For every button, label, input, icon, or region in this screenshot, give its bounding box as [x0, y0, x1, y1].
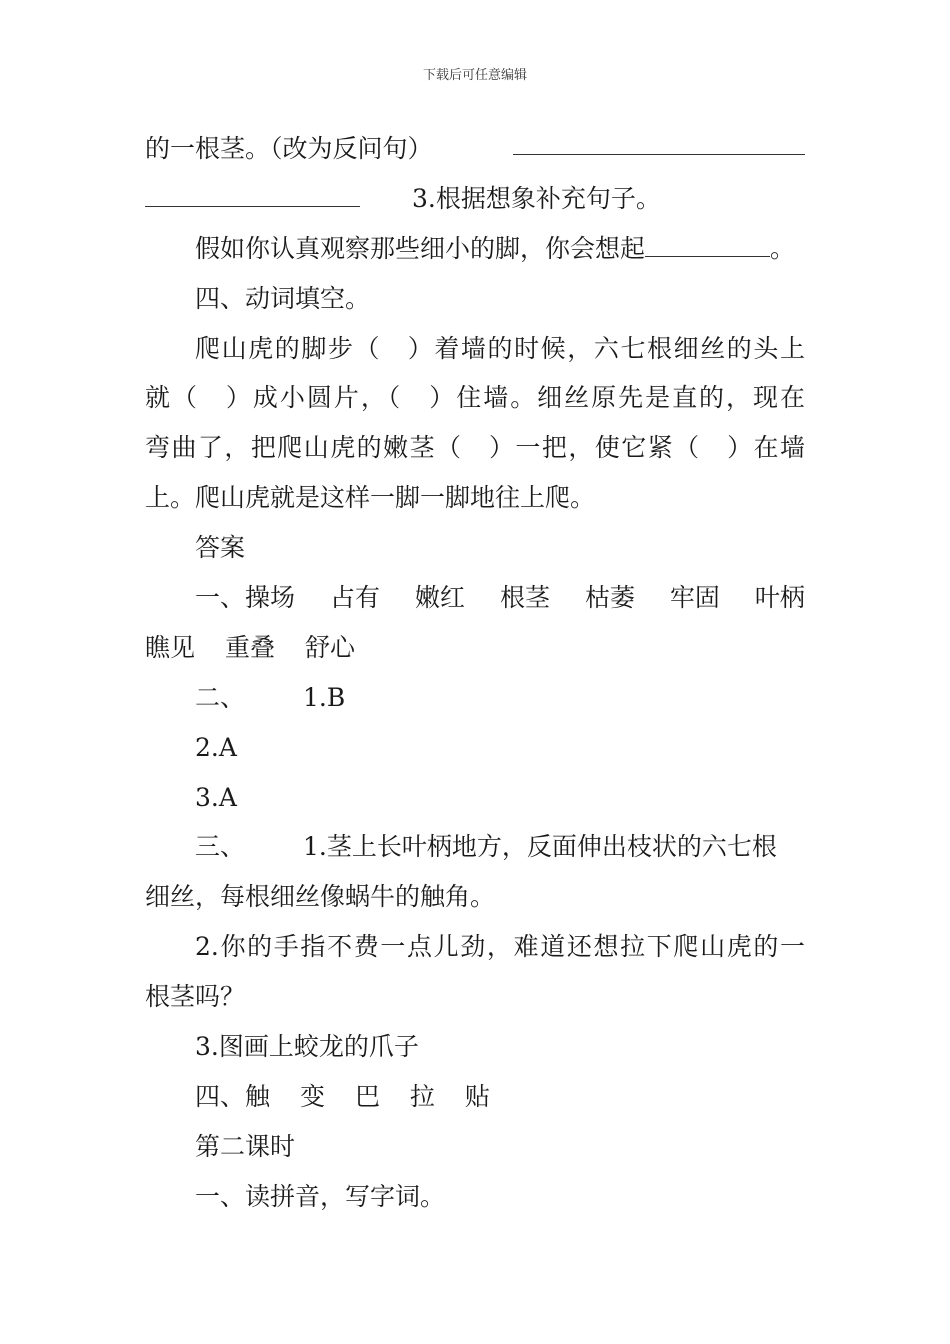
answer-word: 一、操场 [195, 583, 296, 612]
text-segment: 的一根茎。（改为反问句） [145, 134, 433, 163]
answer-word: 巴 [354, 1082, 380, 1111]
answer-word: 占有 [329, 583, 380, 612]
text-segment: 假如你认真观察那些细小的脚，你会想起 [195, 234, 646, 263]
answer-words-row [195, 1082, 805, 1112]
answer-word: 瞧见 [145, 633, 196, 662]
answer-blank[interactable] [145, 186, 360, 207]
answer-words-row [195, 583, 805, 613]
answer-word: 变 [299, 1082, 325, 1111]
answer-blank[interactable] [513, 134, 805, 155]
answer-line: 3.图画上蛟龙的爪子 [195, 1032, 419, 1061]
text-segment: 3.根据想象补充句子。 [412, 184, 661, 213]
section-heading: 一、读拼音，写字词。 [195, 1182, 446, 1211]
answer-line: 根茎吗？ [145, 982, 246, 1011]
answer-line [195, 683, 805, 713]
answer-item: 2.A [195, 733, 237, 762]
answer-word: 舒心 [304, 633, 355, 662]
text-line [145, 134, 805, 164]
section-heading: 四、动词填空。 [195, 284, 371, 313]
answer-words-row [145, 633, 805, 663]
answer-word: 根茎 [499, 583, 550, 612]
answer-word: 重叠 [224, 633, 275, 662]
answer-label: 二、 [195, 683, 246, 712]
answer-word: 枯萎 [584, 583, 635, 612]
answer-word: 叶柄 [754, 583, 805, 612]
page-header: 下载后可任意编辑 [422, 68, 527, 83]
answer-item: 1.B [302, 683, 346, 712]
text-line [195, 234, 805, 264]
answer-line [195, 832, 805, 862]
paragraph-line: 弯曲了，把爬山虎的嫩茎（ ）一把，使它紧（ ）在墙 [145, 433, 805, 462]
answer-word: 嫩红 [414, 583, 465, 612]
answer-item: 3.A [195, 783, 237, 812]
answer-item: 1.茎上长叶柄地方，反面伸出枝状的六七根 [302, 832, 777, 861]
answer-label: 三、 [195, 832, 246, 861]
paragraph-line: 上。爬山虎就是这样一脚一脚地往上爬。 [145, 483, 596, 512]
section-heading: 第二课时 [195, 1132, 296, 1161]
paragraph-line: 就（ ）成小圆片，（ ）住墙。细丝原先是直的，现在 [145, 383, 805, 412]
paragraph-line: 爬山虎的脚步（ ）着墙的时候，六七根细丝的头上 [195, 334, 805, 363]
answer-word: 拉 [409, 1082, 435, 1111]
answer-word: 牢固 [669, 583, 720, 612]
answer-line: 2.你的手指不费一点儿劲，难道还想拉下爬山虎的一 [195, 932, 805, 961]
answer-blank[interactable] [645, 236, 770, 257]
answer-heading: 答案 [195, 533, 246, 562]
answer-word: 贴 [464, 1082, 490, 1111]
text-segment: 。 [770, 234, 796, 263]
answer-word: 四、触 [195, 1082, 271, 1111]
text-line [145, 184, 805, 214]
answer-line: 细丝，每根细丝像蜗牛的触角。 [145, 882, 496, 911]
